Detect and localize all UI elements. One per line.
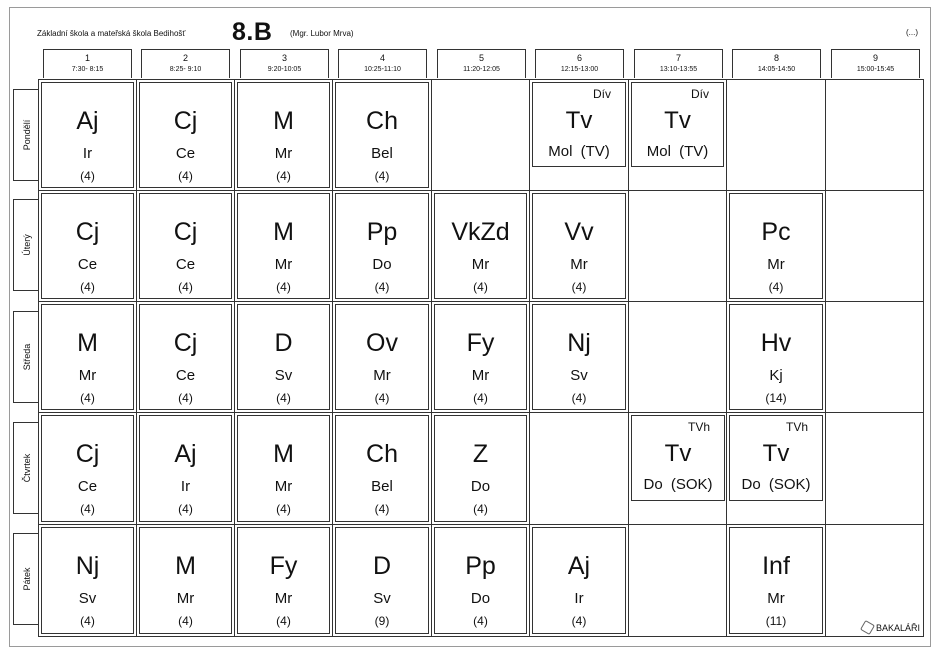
lesson-cell[interactable] [532,193,626,299]
lesson-room: (4) [80,391,95,405]
lesson-cell[interactable] [532,527,626,634]
grid-line [726,79,727,637]
grid-line [38,301,924,302]
lesson-cell[interactable] [139,527,232,634]
lesson-teacher: Ir [82,145,93,162]
lesson-cell[interactable] [434,527,527,634]
lesson-teacher: Ce [77,478,98,495]
day-name: Pátek [21,567,32,591]
lesson-subject: Nj [75,552,100,580]
split-lesson-cell[interactable] [729,415,823,501]
lesson-room: (4) [571,391,587,405]
lesson-cell[interactable] [434,304,527,410]
day-label-tuesday [13,199,39,291]
period-number: 7 [675,53,681,63]
grid-line [431,79,432,637]
lesson-room: (4) [473,391,488,405]
lesson-teacher: Mr [471,256,490,273]
lesson-teacher: Mr [274,256,293,273]
grid-line [825,79,826,637]
period-time: 13:10-13:55 [659,66,698,73]
lesson-teacher: Sv [78,590,97,607]
period-number: 5 [478,53,484,63]
grid-line [234,79,235,637]
lesson-cell[interactable] [237,415,330,522]
lesson-teacher: Bel [371,478,393,495]
lesson-cell[interactable] [41,82,134,188]
lesson-teacher: Mr [176,590,195,607]
day-label-monday [13,89,39,181]
logo-text: BAKALÁŘI [876,622,921,633]
period-number: 6 [576,53,582,63]
lesson-teacher: Mr [373,367,391,384]
lesson-teacher: Ce [175,367,196,384]
lesson-group: TVh [687,420,710,434]
lesson-subject: Cj [173,218,198,246]
lesson-room: (4) [178,614,193,628]
lesson-subject: D [372,552,392,580]
lesson-room: (4) [374,280,390,294]
lesson-subject: Hv [760,329,792,357]
grid-line [136,79,137,637]
lesson-teacher: Mr [274,478,293,495]
lesson-cell[interactable] [237,527,330,634]
lesson-room: (4) [80,502,95,516]
lesson-subject: Tv [664,107,691,134]
day-label-thursday [13,422,39,514]
period-header-8 [732,49,821,78]
grid-line [628,79,629,637]
lesson-cell[interactable] [729,304,823,410]
day-name: Pondělí [21,119,32,151]
lesson-cell[interactable] [434,193,527,299]
grid-line [923,79,924,637]
lesson-subject: Inf [762,552,790,580]
lesson-room: (4) [473,502,488,516]
day-name: Čtvrtek [21,453,32,483]
bakalari-logo [862,622,920,633]
period-time: 10:25-11:10 [364,66,401,73]
lesson-teacher: Do [372,256,392,273]
lesson-subject: M [273,440,294,468]
day-label-friday [13,533,39,625]
period-header-4 [338,49,427,78]
lesson-subject: VkZd [451,218,510,246]
lesson-subject: Cj [75,440,100,468]
period-header-7 [634,49,723,78]
lesson-cell[interactable] [532,304,626,410]
lesson-room: (4) [178,280,193,294]
lesson-cell[interactable] [729,193,823,299]
lesson-room: (4) [276,614,291,628]
lesson-room: (4) [276,391,291,405]
lesson-teacher: Ir [574,590,584,607]
lesson-cell[interactable] [41,415,134,522]
grid-line [38,190,924,191]
school-name: Základní škola a mateřská škola Bedihošť [37,29,186,38]
split-lesson-cell[interactable] [532,82,626,167]
lesson-subject: Tv [664,440,692,467]
grid-line [38,412,924,413]
lesson-subject: M [77,329,98,357]
period-header-3 [240,49,329,78]
period-time: 14:05-14:50 [757,66,796,73]
lesson-teacher: Bel [371,145,393,162]
lesson-cell[interactable] [139,82,232,188]
lesson-room: (4) [276,502,291,516]
lesson-teacher: Ir [180,478,191,495]
lesson-cell[interactable] [139,415,232,522]
lesson-teacher: Mr [767,256,785,273]
lesson-cell[interactable] [139,304,232,410]
lesson-teacher: Do [470,590,491,607]
lesson-subject: M [273,218,294,246]
lesson-teacher: Sv [274,367,293,384]
lesson-cell[interactable] [335,304,429,410]
lesson-subject: Pp [366,218,398,246]
lesson-teacher: Kj [769,367,783,384]
lesson-subject: Vv [564,218,594,246]
split-lesson-cell[interactable] [631,415,725,501]
lesson-group: Dív [691,87,709,101]
period-header-9 [831,49,920,78]
lesson-teacher: Ce [175,256,196,273]
period-number: 4 [379,53,385,63]
lesson-subject: Cj [173,329,198,357]
lesson-cell[interactable] [237,82,330,188]
grid-line [38,79,39,637]
lesson-room: (4) [178,502,193,516]
lesson-cell[interactable] [237,304,330,410]
lesson-teacher: Sv [570,367,588,384]
lesson-subject: Pc [761,218,791,246]
lesson-subject: M [175,552,196,580]
lesson-cell[interactable] [434,415,527,522]
period-number: 8 [773,53,779,63]
period-time: 11:20-12:05 [463,66,500,73]
lesson-cell[interactable] [139,193,232,299]
lesson-teacher: Do (SOK) [643,476,713,493]
lesson-cell[interactable] [335,527,429,634]
lesson-subject: Ch [366,440,398,468]
lesson-teacher: Mol (TV) [548,143,610,160]
lesson-subject: Fy [466,329,495,357]
lesson-teacher: Mr [274,590,293,607]
lesson-teacher: Mol (TV) [646,143,709,160]
grid-line [529,79,530,637]
period-time: 8:25- 9:10 [169,66,202,73]
period-header-2 [141,49,230,78]
lesson-room: (4) [178,169,193,183]
lesson-teacher: Mr [570,256,588,273]
lesson-cell[interactable] [335,193,429,299]
lesson-group: TVh [785,420,808,434]
lesson-room: (4) [80,280,95,294]
grid-line [38,524,924,525]
lesson-subject: D [274,329,293,357]
lesson-subject: Tv [762,440,790,467]
lesson-room: (9) [374,614,390,628]
period-number: 3 [281,53,287,63]
lesson-room: (4) [276,169,291,183]
lesson-subject: Nj [567,329,591,357]
lesson-subject: Ov [366,329,398,357]
lesson-subject: Aj [76,107,99,135]
lesson-teacher: Ce [77,256,98,273]
lesson-subject: Cj [173,107,198,135]
lesson-subject: Aj [174,440,197,468]
lesson-group: Dív [593,87,611,101]
hexagon-icon [860,620,875,635]
lesson-cell[interactable] [41,304,134,410]
lesson-teacher: Do [470,478,491,495]
period-number: 1 [84,53,90,63]
lesson-subject: Ch [366,107,398,135]
lesson-teacher: Mr [471,367,490,384]
lesson-cell[interactable] [729,527,823,634]
lesson-cell[interactable] [237,193,330,299]
period-header-1 [43,49,132,78]
lesson-room: (4) [374,502,390,516]
day-name: Středa [21,343,32,371]
lesson-teacher: Do (SOK) [741,476,811,493]
class-title: 8.B [232,18,273,46]
period-time: 12:15-13:00 [560,66,599,73]
lesson-cell[interactable] [41,527,134,634]
lesson-room: (4) [473,280,488,294]
lesson-subject: Pp [465,552,496,580]
period-time: 9:20-10:05 [267,66,302,73]
lesson-teacher: Sv [373,590,391,607]
lesson-teacher: Mr [78,367,97,384]
lesson-room: (11) [765,614,787,628]
lesson-subject: Z [472,440,489,468]
lesson-cell[interactable] [335,415,429,522]
lesson-teacher: Mr [767,590,785,607]
lesson-room: (4) [571,280,587,294]
period-number: 2 [182,53,188,63]
lesson-room: (4) [80,614,95,628]
more-indicator: (...) [906,28,918,37]
day-label-wednesday [13,311,39,403]
grid-line [38,79,924,80]
lesson-teacher: Ce [175,145,196,162]
lesson-room: (4) [80,169,95,183]
period-header-6 [535,49,624,78]
lesson-cell[interactable] [335,82,429,188]
lesson-subject: Aj [567,552,591,580]
grid-line [332,79,333,637]
day-name: Úterý [21,234,32,256]
period-time: 7:30- 8:15 [71,66,104,73]
lesson-subject: Fy [269,552,298,580]
lesson-room: (4) [374,391,390,405]
lesson-room: (14) [765,391,787,405]
lesson-subject: Tv [565,107,593,134]
lesson-room: (4) [768,280,784,294]
grid-line [38,636,924,637]
lesson-room: (4) [473,614,488,628]
period-header-5 [437,49,526,78]
lesson-room: (4) [374,169,390,183]
lesson-teacher: Mr [274,145,293,162]
period-number: 9 [872,53,878,63]
lesson-room: (4) [276,280,291,294]
period-time: 15:00-15:45 [856,66,895,73]
lesson-subject: Cj [75,218,100,246]
class-teacher: (Mgr. Lubor Mrva) [290,29,354,38]
lesson-cell[interactable] [41,193,134,299]
lesson-room: (4) [571,614,587,628]
lesson-subject: M [273,107,294,135]
split-lesson-cell[interactable] [631,82,724,167]
lesson-room: (4) [178,391,193,405]
